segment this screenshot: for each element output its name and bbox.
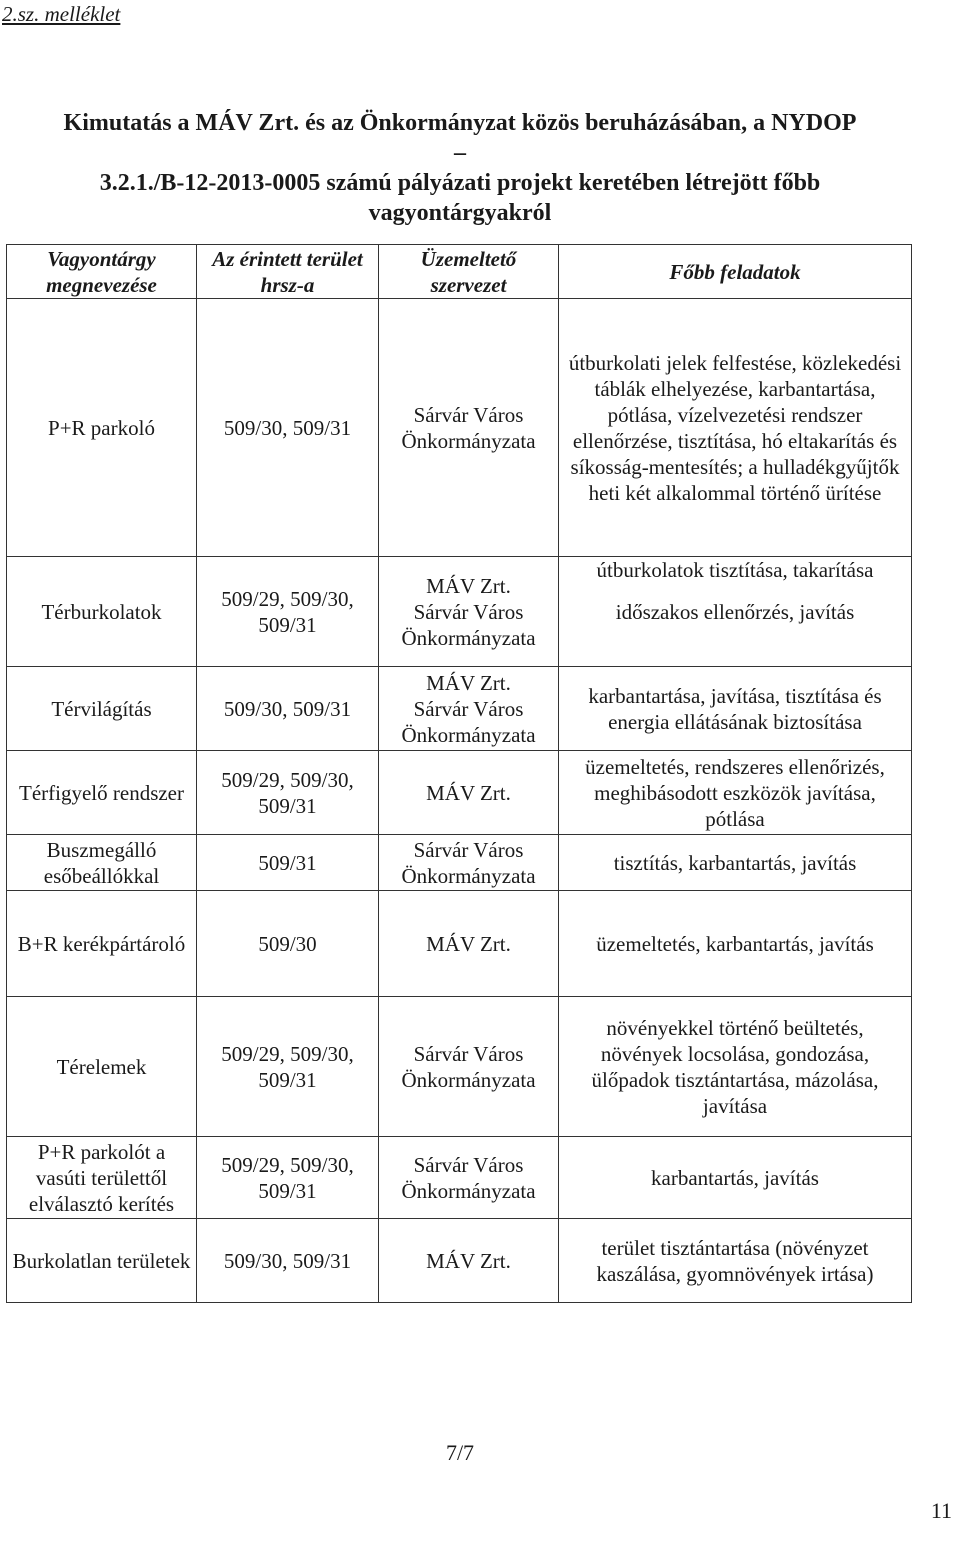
cell-operator: Sárvár Város Önkormányzata xyxy=(379,835,559,891)
cell-tasks xyxy=(559,557,912,667)
cell-operator: MÁV Zrt. xyxy=(379,891,559,997)
operator-part: MÁV Zrt. xyxy=(426,573,511,598)
assets-table xyxy=(6,244,912,1303)
cell-operator: Sárvár Város Önkormányzata xyxy=(379,299,559,557)
cell-hrsz: 509/30, 509/31 xyxy=(197,667,379,751)
table-row xyxy=(7,1219,912,1303)
cell-name: Térburkolatok xyxy=(7,557,197,667)
cell-hrsz: 509/31 xyxy=(197,835,379,891)
cell-name: Térelemek xyxy=(7,997,197,1137)
document-title xyxy=(60,108,860,228)
cell-tasks: üzemeltetés, rendszeres ellenőrizés, meghibásodott eszközök javítása, pótlása xyxy=(559,751,912,835)
table-row xyxy=(7,891,912,997)
operator-part: MÁV Zrt. xyxy=(426,670,511,695)
cell-tasks: útburkolati jelek felfestése, közlekedési táblák elhelyezése, karbantartása, pótlása, vízelvezetési rendszer ellenőrzése, tisztítása, hó eltakarítás és síkosság-mentesítés; a hulladékgyűjtők heti két alkalommal történő ürítése xyxy=(559,299,912,557)
cell-name: Térvilágítás xyxy=(7,667,197,751)
cell-tasks: növényekkel történő beültetés, növények locsolása, gondozása, ülőpadok tisztántartása, mázolása, javítása xyxy=(559,997,912,1137)
cell-operator xyxy=(379,667,559,751)
cell-name: Buszmegálló esőbeállókkal xyxy=(7,835,197,891)
cell-hrsz: 509/30 xyxy=(197,891,379,997)
tasks-part: időszakos ellenőrzés, javítás xyxy=(615,600,855,624)
title-line-2: 3.2.1./B-12-2013-0005 számú pályázati projekt keretében létrejött főbb xyxy=(99,170,821,196)
operator-part: Sárvár Város Önkormányzata xyxy=(401,599,536,650)
table-row xyxy=(7,835,912,891)
cell-operator: MÁV Zrt. xyxy=(379,1219,559,1303)
cell-name: Térfigyelő rendszer xyxy=(7,751,197,835)
cell-operator: Sárvár Város Önkormányzata xyxy=(379,997,559,1137)
header-operator: Üzemeltető szervezet xyxy=(379,245,559,299)
header-tasks: Főbb feladatok xyxy=(559,245,912,299)
title-line-3: vagyontárgyakról xyxy=(368,200,552,226)
table-row xyxy=(7,751,912,835)
cell-tasks: karbantartása, javítása, tisztítása és energia ellátásának biztosítása xyxy=(559,667,912,751)
cell-hrsz: 509/29, 509/30, 509/31 xyxy=(197,751,379,835)
cell-tasks: tisztítás, karbantartás, javítás xyxy=(559,835,912,891)
table-row xyxy=(7,667,912,751)
corner-page-number: 11 xyxy=(930,1498,952,1523)
title-line-1: Kimutatás a MÁV Zrt. és az Önkormányzat közös beruházásában, a NYDOP – xyxy=(63,110,857,166)
cell-hrsz: 509/30, 509/31 xyxy=(197,299,379,557)
cell-name: B+R kerékpártároló xyxy=(7,891,197,997)
tasks-part: útburkolatok tisztítása, takarítása xyxy=(596,558,874,582)
table-row xyxy=(7,557,912,667)
cell-hrsz: 509/30, 509/31 xyxy=(197,1219,379,1303)
cell-tasks: üzemeltetés, karbantartás, javítás xyxy=(559,891,912,997)
page-number: 7/7 xyxy=(445,1440,475,1465)
cell-name: P+R parkolót a vasúti területtől elválasztó kerítés xyxy=(7,1137,197,1219)
table-row xyxy=(7,299,912,557)
cell-operator xyxy=(379,557,559,667)
header-name: Vagyontárgy megnevezése xyxy=(7,245,197,299)
cell-name: Burkolatlan területek xyxy=(7,1219,197,1303)
header-hrsz: Az érintett terület hrsz-a xyxy=(197,245,379,299)
cell-tasks: terület tisztántartása (növényzet kaszálása, gyomnövények irtása) xyxy=(559,1219,912,1303)
table-header-row xyxy=(7,245,912,299)
annex-label: 2.sz. melléklet xyxy=(2,2,121,26)
table-row xyxy=(7,997,912,1137)
cell-tasks: karbantartás, javítás xyxy=(559,1137,912,1219)
cell-name: P+R parkoló xyxy=(7,299,197,557)
operator-part: Sárvár Város Önkormányzata xyxy=(401,696,536,747)
cell-operator: Sárvár Város Önkormányzata xyxy=(379,1137,559,1219)
cell-hrsz: 509/29, 509/30, 509/31 xyxy=(197,557,379,667)
cell-operator: MÁV Zrt. xyxy=(379,751,559,835)
cell-hrsz: 509/29, 509/30, 509/31 xyxy=(197,1137,379,1219)
table-row xyxy=(7,1137,912,1219)
cell-hrsz: 509/29, 509/30, 509/31 xyxy=(197,997,379,1137)
